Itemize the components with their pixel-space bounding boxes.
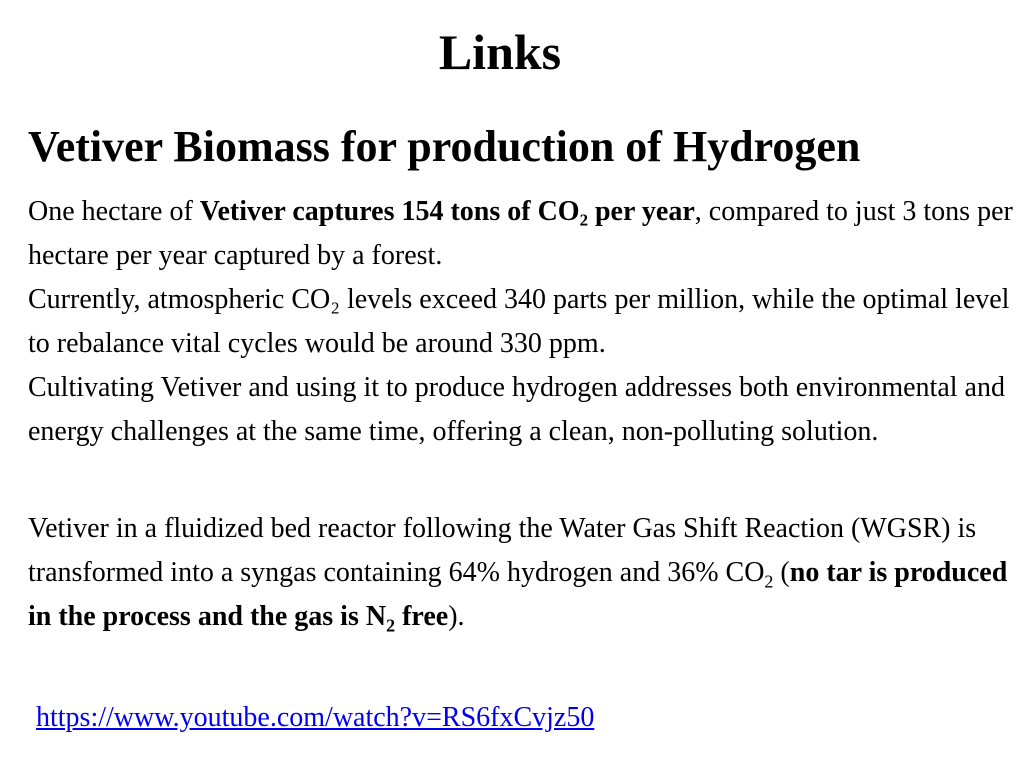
text-fragment: ). (448, 601, 465, 632)
paragraph-co2-capture (28, 190, 1018, 454)
subscript: 2 (386, 615, 396, 636)
text-fragment: no tar is produced in the process and the gas is N (28, 557, 1008, 632)
text-fragment: One hectare of (28, 196, 200, 227)
bold-co2-capture: Vetiver captures 154 tons of CO₂ per year (199, 196, 695, 227)
youtube-link[interactable]: https://www.youtube.com/watch?v=RS6fxCvjz50 (36, 702, 595, 733)
text-fragment: Currently, atmospheric CO₂ levels exceed 340 parts per million, while the optimal level to rebalance vital cycles would be around 330 ppm. (28, 284, 1010, 359)
text-fragment: free (395, 601, 449, 632)
text-fragment: , compared to just 3 tons per hectare per year captured by a forest. (28, 196, 1013, 271)
text-fragment: Cultivating Vetiver and using it to produce hydrogen addresses both environmental and energy challenges at the same time, offering a clean, non-polluting solution. (28, 372, 1005, 447)
text-fragment: Vetiver in a fluidized bed reactor following the Water Gas Shift Reaction (WGSR) is transformed into a syngas containing 64% hydrogen and 36% CO (28, 513, 977, 588)
text-fragment: ( (773, 557, 790, 588)
subscript: 2 (764, 571, 774, 592)
paragraph-wgsr (28, 507, 1018, 639)
slide-title: Links (438, 24, 562, 80)
slide-subtitle: Vetiver Biomass for production of Hydrogen (28, 122, 861, 171)
